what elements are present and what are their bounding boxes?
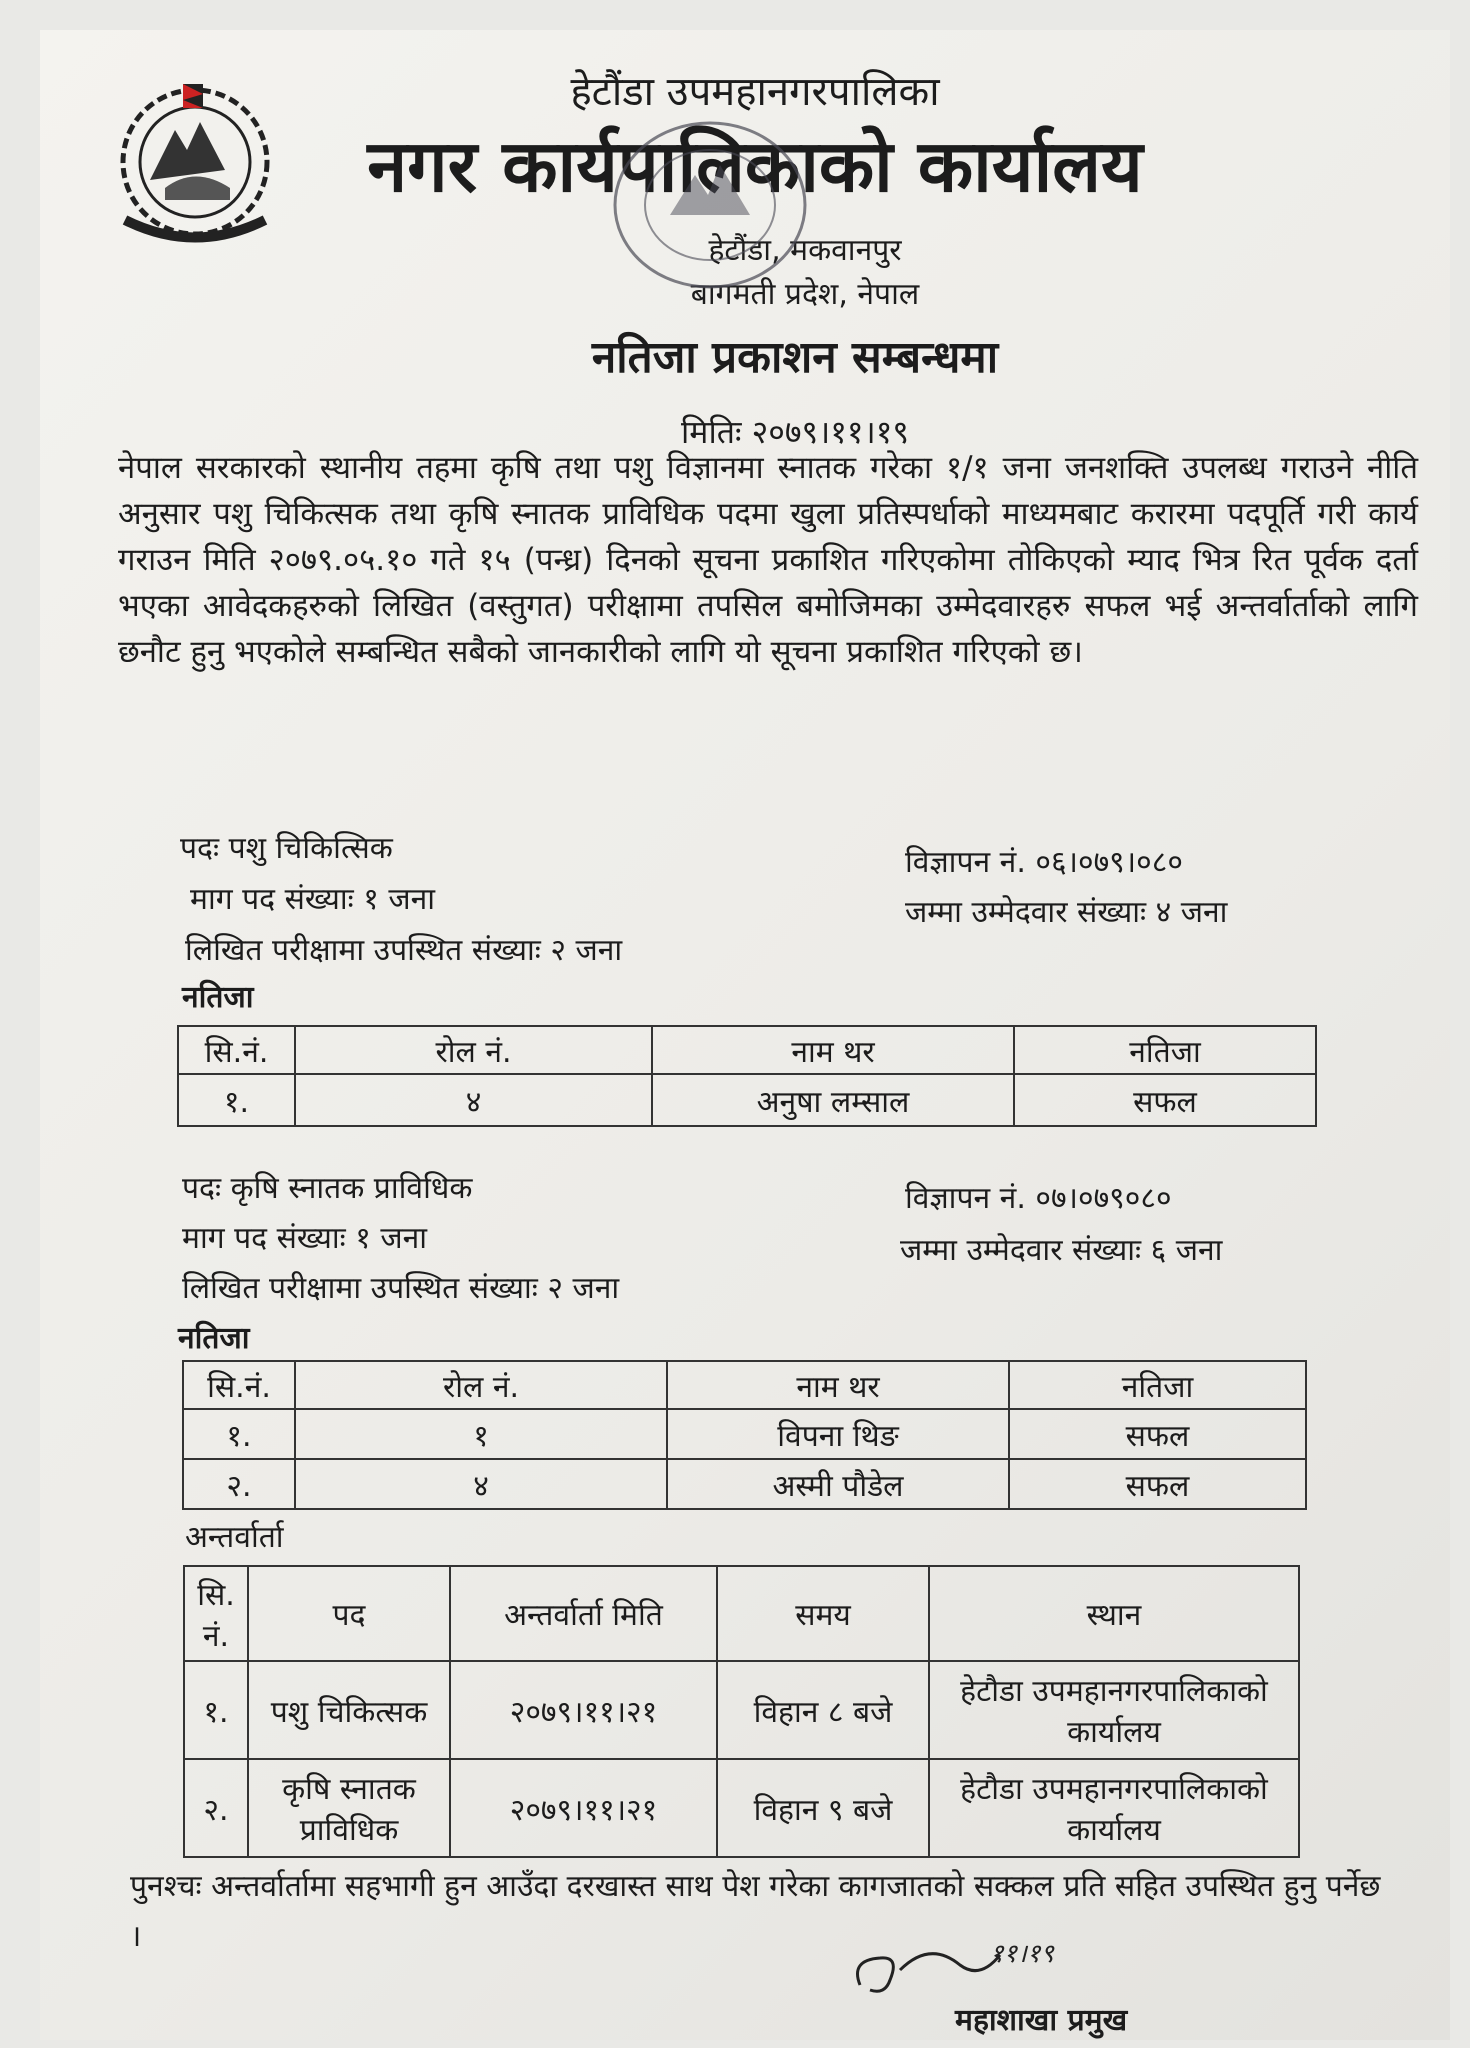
cell-serial: १. [183, 1409, 295, 1459]
table-row [178, 1074, 1316, 1126]
cell-name: विपना थिङ [667, 1409, 1009, 1459]
table-row [183, 1409, 1306, 1459]
cell-post: कृषि स्नातक प्राविधिक [248, 1759, 450, 1857]
post-2-ad-number: विज्ञापन नं. ०७।०७९०८० [905, 1181, 1172, 1216]
cell-roll: ४ [295, 1074, 652, 1126]
col-venue: स्थान [929, 1566, 1299, 1661]
col-result: नतिजा [1009, 1361, 1306, 1409]
col-name: नाम थर [667, 1361, 1009, 1409]
cell-venue: हेटौडा उपमहानगरपालिकाको कार्यालय [929, 1759, 1299, 1857]
post-2-demand: माग पद संख्याः १ जना [182, 1221, 428, 1256]
table-row [184, 1661, 1299, 1759]
col-serial: सि. नं. [184, 1566, 248, 1661]
cell-result: सफल [1009, 1409, 1306, 1459]
col-post: पद [248, 1566, 450, 1661]
office-province: बागमती प्रदेश, नेपाल [690, 277, 920, 312]
interview-table [183, 1565, 1300, 1858]
cell-serial: २. [184, 1759, 248, 1857]
cell-name: अनुषा लम्साल [652, 1074, 1014, 1126]
cell-date: २०७९।११।२१ [450, 1661, 717, 1759]
table-header-row [178, 1026, 1316, 1074]
col-time: समय [717, 1566, 929, 1661]
table-header-row [183, 1361, 1306, 1409]
interview-label: अन्तर्वार्ता [185, 1520, 284, 1555]
postscript-note: पुनश्चः अन्तर्वार्तामा सहभागी हुन आउँदा दरखास्त साथ पेश गरेका कागजातको सक्कल प्रति सहित उपस्थित हुनु पर्नेछ । [130, 1869, 1381, 1954]
post-1-total: जम्मा उम्मेदवार संख्याः ४ जना [905, 895, 1228, 930]
cell-time: विहान ८ बजे [717, 1661, 929, 1759]
municipality-name: हेटौंडा उपमहानगरपालिका [570, 69, 940, 115]
post-2-title: पदः कृषि स्नातक प्राविधिक [182, 1171, 473, 1206]
signatory-title: महाशाखा प्रमुख [955, 2003, 1128, 2038]
post-1-demand: माग पद संख्याः १ जना [190, 882, 436, 917]
table-header-row [184, 1566, 1299, 1661]
cell-post: पशु चिकित्सक [248, 1661, 450, 1759]
post-2-result-label: नतिजा [178, 1321, 250, 1356]
notice-subject: नतिजा प्रकाशन सम्बन्धमा [591, 332, 999, 383]
cell-result: सफल [1009, 1459, 1306, 1509]
post-1-result-table [177, 1025, 1317, 1127]
post-1-title: पदः पशु चिकित्सिक [180, 831, 393, 866]
cell-time: विहान ९ बजे [717, 1759, 929, 1857]
office-address: हेटौंडा, मकवानपुर [708, 233, 902, 268]
cell-date: २०७९।११।२१ [450, 1759, 717, 1857]
table-row [183, 1459, 1306, 1509]
col-interview-date: अन्तर्वार्ता मिति [450, 1566, 717, 1661]
post-2-present: लिखित परीक्षामा उपस्थित संख्याः २ जना [182, 1271, 620, 1306]
col-result: नतिजा [1014, 1026, 1316, 1074]
col-name: नाम थर [652, 1026, 1014, 1074]
cell-roll: ४ [295, 1459, 667, 1509]
cell-serial: १. [184, 1661, 248, 1759]
cell-result: सफल [1014, 1074, 1316, 1126]
col-serial: सि.नं. [183, 1361, 295, 1409]
cell-name: अस्मी पौडेल [667, 1459, 1009, 1509]
col-roll: रोल नं. [295, 1026, 652, 1074]
office-stamp [590, 105, 850, 305]
table-row [184, 1759, 1299, 1857]
col-roll: रोल नं. [295, 1361, 667, 1409]
cell-serial: २. [183, 1459, 295, 1509]
post-1-result-label: नतिजा [182, 980, 254, 1015]
office-name: नगर कार्यपालिकाको कार्यालय [367, 124, 1143, 208]
post-1-present: लिखित परीक्षामा उपस्थित संख्याः २ जना [185, 933, 623, 968]
cell-venue: हेटौडा उपमहानगरपालिकाको कार्यालय [929, 1661, 1299, 1759]
cell-roll: १ [295, 1409, 667, 1459]
post-1-ad-number: विज्ञापन नं. ०६।०७९।०८० [905, 845, 1183, 880]
post-2-result-table [182, 1360, 1307, 1510]
signature-date: ११।१९ [990, 1939, 1054, 1969]
notice-date: मितिः २०७९।११।१९ [681, 413, 909, 451]
notice-body: नेपाल सरकारको स्थानीय तहमा कृषि तथा पशु विज्ञानमा स्नातक गरेका १/१ जना जनशक्ति उपलब्ध गराउने नीति अनुसार पशु चिकित्सक तथा कृषि स्नातक प्राविधिक पदमा खुला प्रतिस्पर्धाको माध्यमबाट करारमा पदपूर्ति गरी कार्य गराउन मिति २०७९.०५.१० गते १५ (पन्ध्र) दिनको सूचना प्रकाशित गरिएकोमा तोकिएको म्याद भित्र रित पूर्वक दर्ता भएका आवेदकहरुको लिखित (वस्तुगत) परीक्षामा तपसिल बमोजिमका उम्मेदवारहरु सफल भई अन्तर्वार्ताको लागि छनौट हुनु भएकोले सम्बन्धित सबैको जानकारीको लागि यो सूचना प्रकाशित गरिएको छ। [118, 450, 1418, 670]
col-serial: सि.नं. [178, 1026, 295, 1074]
cell-serial: १. [178, 1074, 295, 1126]
post-2-total: जम्मा उम्मेदवार संख्याः ६ जना [900, 1233, 1223, 1268]
